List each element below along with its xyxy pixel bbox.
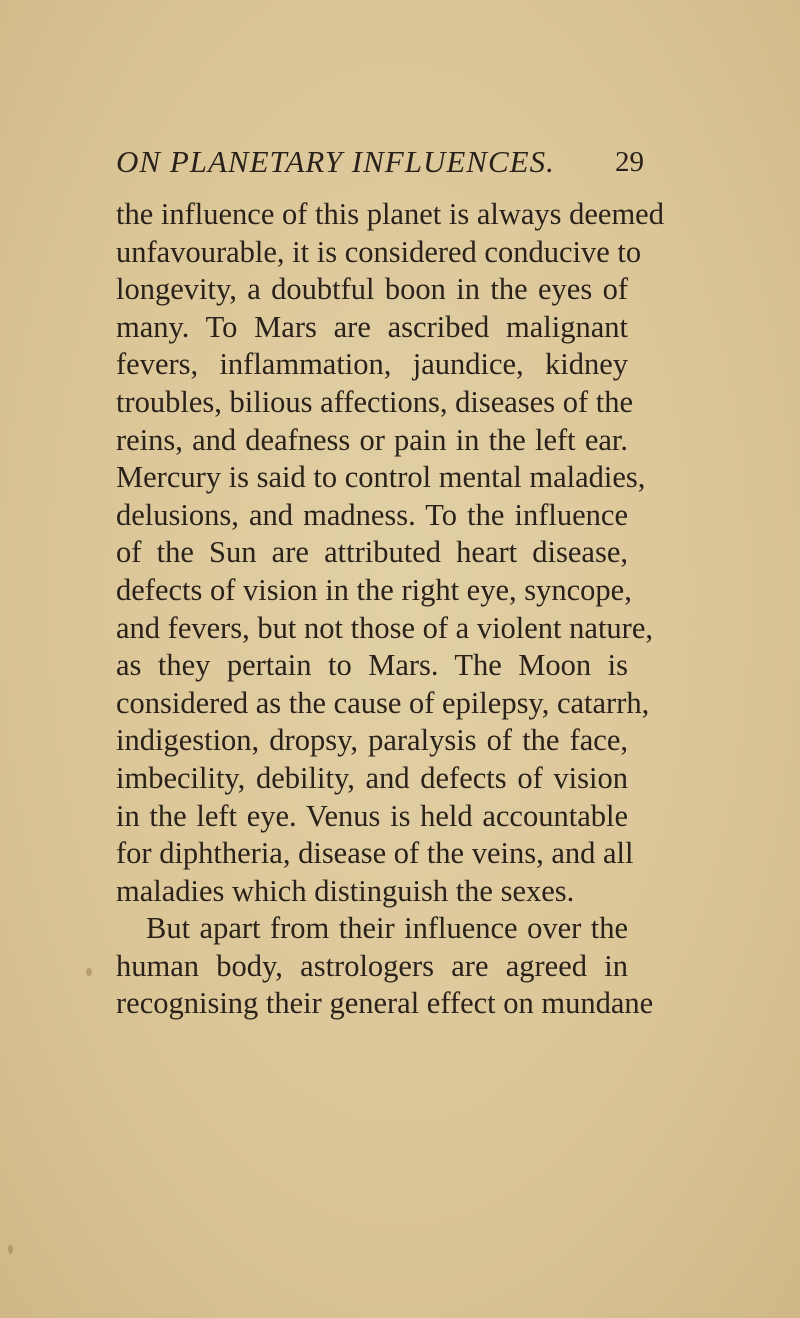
text-line: maladies which distinguish the sexes. [116, 873, 575, 908]
text-line: longevity, a doubtful boon in the eyes of [116, 272, 628, 307]
running-title: ON PLANETARY INFLUENCES. [116, 144, 555, 179]
text-line: the influence of this planet is always deemed [116, 197, 664, 231]
page-number: 29 [615, 146, 644, 178]
page-header [116, 144, 644, 184]
text-line: unfavourable, it is considered conducive to [116, 234, 642, 269]
text-line: recognising their general effect on mundane [116, 986, 654, 1021]
text-line: as they pertain to Mars. The Moon is [116, 648, 628, 683]
text-line: reins, and deafness or pain in the left ear. [116, 422, 628, 457]
text-line: imbecility, debility, and defects of vision [116, 760, 628, 795]
text-line: many. To Mars are ascribed malignant [116, 309, 628, 344]
text-line: delusions, and madness. To the influence [116, 497, 628, 532]
text-line: considered as the cause of epilepsy, catarrh, [116, 685, 650, 720]
text-line: indigestion, dropsy, paralysis of the face, [116, 723, 628, 758]
foxing-spot [8, 1245, 13, 1254]
body-text [116, 196, 664, 1023]
foxing-spot [86, 968, 92, 976]
text-line: But apart from their influence over the [146, 911, 628, 946]
text-line: of the Sun are attributed heart disease, [116, 535, 628, 570]
text-line: Mercury is said to control mental maladies, [116, 460, 646, 495]
text-line: defects of vision in the right eye, syncope, [116, 572, 632, 607]
text-line: for diphtheria, disease of the veins, and all [116, 836, 634, 871]
text-line: troubles, bilious affections, diseases of the [116, 384, 633, 419]
text-line: in the left eye. Venus is held accountable [116, 798, 628, 833]
text-line: and fevers, but not those of a violent nature, [116, 610, 653, 645]
text-line: human body, astrologers are agreed in [116, 948, 628, 983]
text-line: fevers, inflammation, jaundice, kidney [116, 347, 628, 382]
